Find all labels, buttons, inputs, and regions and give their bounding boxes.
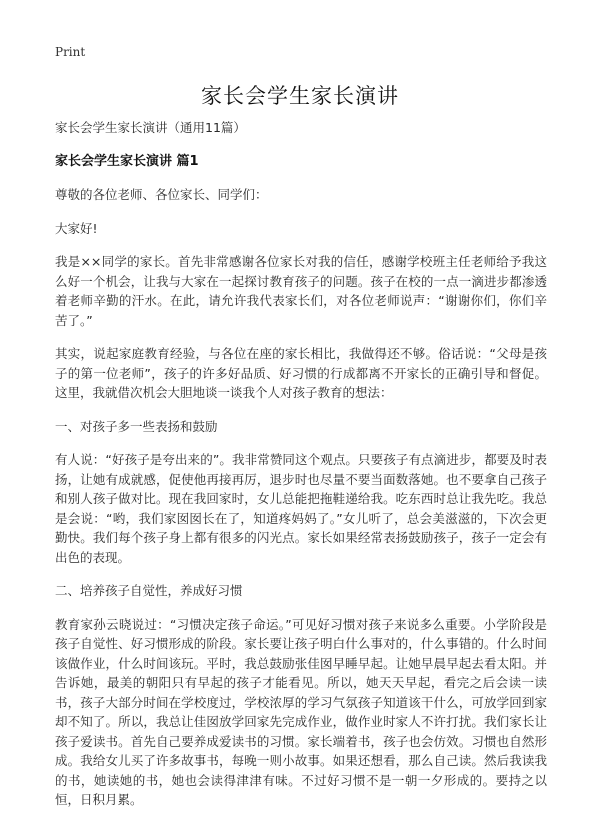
section-title: 家长会学生家长演讲 篇1 xyxy=(55,153,199,169)
body-paragraph: 教育家孙云晓说过：“习惯决定孩子命运。”可见好习惯对孩子来说多么重要。小学阶段是孩子自觉性、好习惯形成的阶段。家长要让孩子明白什么事对的，什么事错的。什么时间该做作业，什么时间该玩。平时，我总鼓励张佳囡早睡早起。让她早晨早起去看太阳。并告诉她，最美的朝阳只有早起的孩子才能看见。所以，她天天早起，看完之后会读一读书，孩子大部分时间在学校度过，学校浓厚的学习气氛孩子知道该干什么，可放学回到家却不知了。所以，我总让佳囡放学回家先完成作业，做作业时家人不许打扰。我们家长让孩子爱读书。首先自己要养成爱读书的习惯。家长端着书，孩子也会仿效。习惯也自然形成。我给女儿买了许多故事书，每晚一则小故事。如果还想看，那么自己读。然后我读我的书，她读她的书，她也会读得津津有味。不过好习惯不是一朝一夕形成的。要持之以恒，日积月累。 xyxy=(55,616,547,807)
print-link[interactable]: Print xyxy=(55,45,86,59)
subsection-heading: 一、对孩子多一些表扬和鼓励 xyxy=(55,418,218,434)
document-title: 家长会学生家长演讲 xyxy=(201,84,399,108)
body-paragraph: 其实，说起家庭教育经验，与各位在座的家长相比，我做得还不够。俗话说：“父母是孩子的第一位老师”，孩子的许多好品质、好习惯的行成都离不开家长的正确引导和督促。这里，我就借次机会大胆地谈一谈我个人对孩子教育的想法： xyxy=(55,346,547,400)
greeting: 大家好! xyxy=(55,220,98,236)
subsection-heading: 二、培养孩子自觉性，养成好习惯 xyxy=(55,583,243,598)
salutation: 尊敬的各位老师、各位家长、同学们： xyxy=(55,187,268,202)
body-paragraph: 我是××同学的家长。首先非常感谢各位家长对我的信任，感谢学校班主任老师给予我这么好一个机会，让我与大家在一起探讨教育孩子的问题。孩子在校的一点一滴进步都渗透着老师辛勤的汗水。在此，请允许我代表家长们，对各位老师说声：“谢谢你们，你们辛苦了。” xyxy=(55,254,547,328)
document-subtitle: 家长会学生家长演讲（通用11篇） xyxy=(55,120,246,135)
body-paragraph: 有人说：“好孩子是夸出来的”。我非常赞同这个观点。只要孩子有点滴进步，都要及时表扬，让她有成就感，促使他再接再厉，退步时也尽量不要当面数落她。也不要拿自己孩子和别人孩子做对比。现在我回家时，女儿总能把拖鞋递给我。吃东西时总让我先吃。我总是会说：“哟，我们家囡囡长在了，知道疼妈妈了。”女儿听了，总会美滋滋的，下次会更勤快。我们每个孩子身上都有很多的闪光点。家长如果经常表扬鼓励孩子，孩子一定会有出色的表现。 xyxy=(55,452,547,565)
document-body xyxy=(55,118,547,824)
